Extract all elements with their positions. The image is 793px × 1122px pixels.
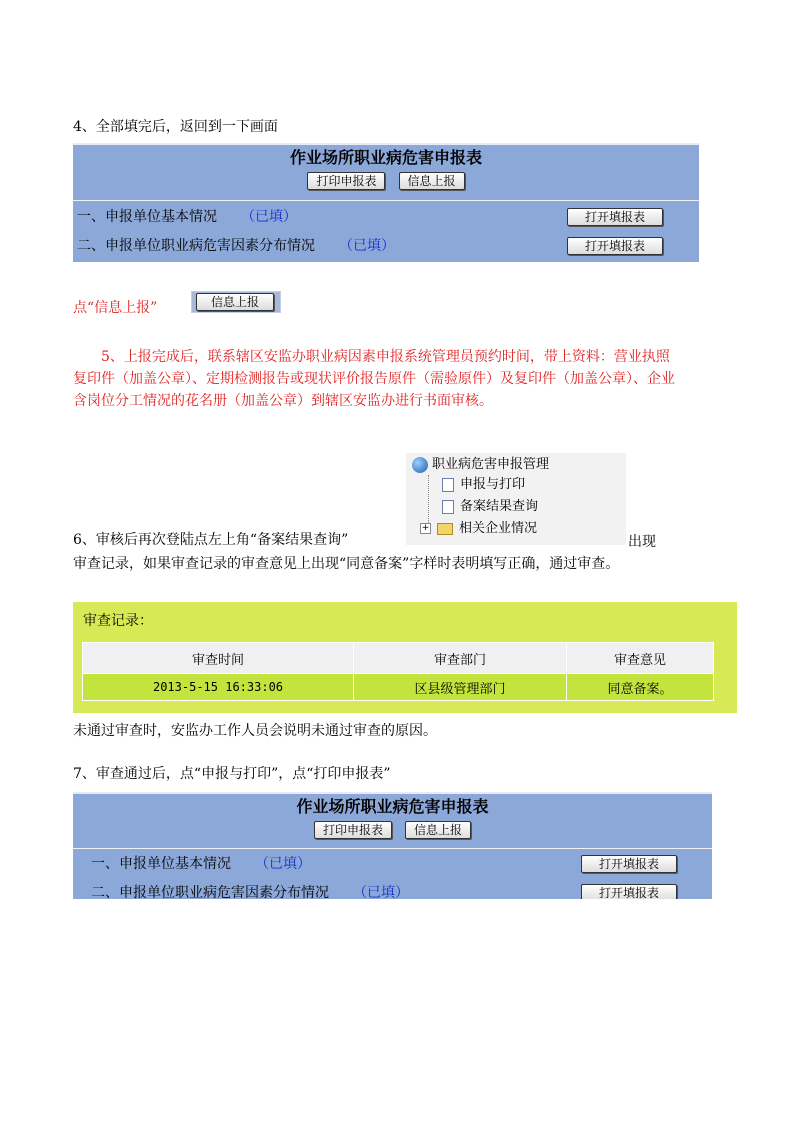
fail-note-text: 未通过审查时，安监办工作人员会说明未通过审查的原因。 bbox=[73, 723, 437, 739]
audit-table bbox=[82, 642, 714, 701]
expand-plus-icon[interactable]: + bbox=[421, 523, 430, 533]
document-icon bbox=[442, 500, 454, 514]
form-title: 作业场所职业病危害申报表 bbox=[296, 797, 489, 816]
step6-text-c: 审查记录，如果审查记录的审查意见上出现“同意备案”字样时表明填写正确，通过审查。 bbox=[73, 556, 620, 572]
open-form-button[interactable]: 打开填报表 bbox=[567, 208, 663, 226]
step4-text: 4、全部填完后，返回到一下画面 bbox=[73, 119, 278, 135]
tree-item-filing-query[interactable]: 备案结果查询 bbox=[442, 497, 538, 517]
open-form-button[interactable]: 打开填报表 bbox=[581, 855, 677, 873]
folder-icon bbox=[437, 523, 453, 535]
cell-review-opinion: 同意备案。 bbox=[567, 674, 714, 701]
submit-info-button[interactable]: 信息上报 bbox=[196, 293, 274, 311]
open-form-button[interactable]: 打开填报表 bbox=[567, 237, 663, 255]
form-row-hazard: 二、申报单位职业病危害因素分布情况 （已填） bbox=[91, 885, 409, 899]
open-form-button[interactable]: 打开填报表 bbox=[581, 884, 677, 899]
form-row-hazard: 二、申报单位职业病危害因素分布情况 （已填） bbox=[77, 238, 395, 254]
form-title: 作业场所职业病危害申报表 bbox=[289, 148, 482, 167]
print-report-button[interactable]: 打印申报表 bbox=[314, 821, 392, 839]
report-form-panel bbox=[73, 143, 699, 262]
report-form-panel-2 bbox=[73, 792, 712, 899]
tree-item-enterprise[interactable]: + 相关企业情况 bbox=[421, 521, 538, 536]
tree-menu bbox=[406, 453, 626, 545]
table-row bbox=[83, 674, 714, 701]
step6-text-b: 出现 bbox=[628, 534, 656, 550]
filled-status: （已填） bbox=[255, 856, 311, 872]
form-row-basic: 一、申报单位基本情况 （已填） bbox=[77, 209, 297, 225]
header-review-dept: 审查部门 bbox=[354, 643, 567, 674]
document-icon bbox=[442, 478, 454, 492]
step5-text: 5、上报完成后，联系辖区安监办职业病因素申报系统管理员预约时间，带上资料：营业执照复印件（加盖公章）、定期检测报告或现状评价报告原件（需验原件）及复印件（加盖公章）、企业含岗位分工情况的花名册（加盖公章）到辖区安监办进行书面审核。 bbox=[73, 349, 675, 409]
header-review-opinion: 审查意见 bbox=[567, 643, 714, 674]
button-sample-frame bbox=[191, 291, 281, 313]
globe-icon bbox=[412, 457, 428, 473]
submit-info-button[interactable]: 信息上报 bbox=[405, 821, 471, 839]
print-report-button[interactable]: 打印申报表 bbox=[307, 172, 385, 190]
audit-title: 审查记录： bbox=[83, 613, 153, 629]
cell-review-time: 2013-5-15 16:33:06 bbox=[83, 674, 354, 701]
header-review-time: 审查时间 bbox=[83, 643, 354, 674]
audit-record-panel bbox=[73, 602, 737, 713]
tree-item-declare-print[interactable]: 申报与打印 bbox=[442, 475, 525, 495]
cell-review-dept: 区县级管理部门 bbox=[354, 674, 567, 701]
tree-root[interactable]: 职业病危害申报管理 bbox=[412, 455, 549, 475]
step6-text-a: 6、审核后再次登陆点左上角“备案结果查询” bbox=[73, 532, 349, 548]
submit-info-button[interactable]: 信息上报 bbox=[399, 172, 465, 190]
filled-status: （已填） bbox=[339, 238, 395, 254]
step7-text: 7、审查通过后，点“申报与打印”，点“打印申报表” bbox=[73, 766, 391, 782]
filled-status: （已填） bbox=[353, 885, 409, 899]
form-row-basic: 一、申报单位基本情况 （已填） bbox=[91, 856, 311, 872]
filled-status: （已填） bbox=[241, 209, 297, 225]
click-hint-text: 点“信息上报” bbox=[73, 300, 158, 316]
